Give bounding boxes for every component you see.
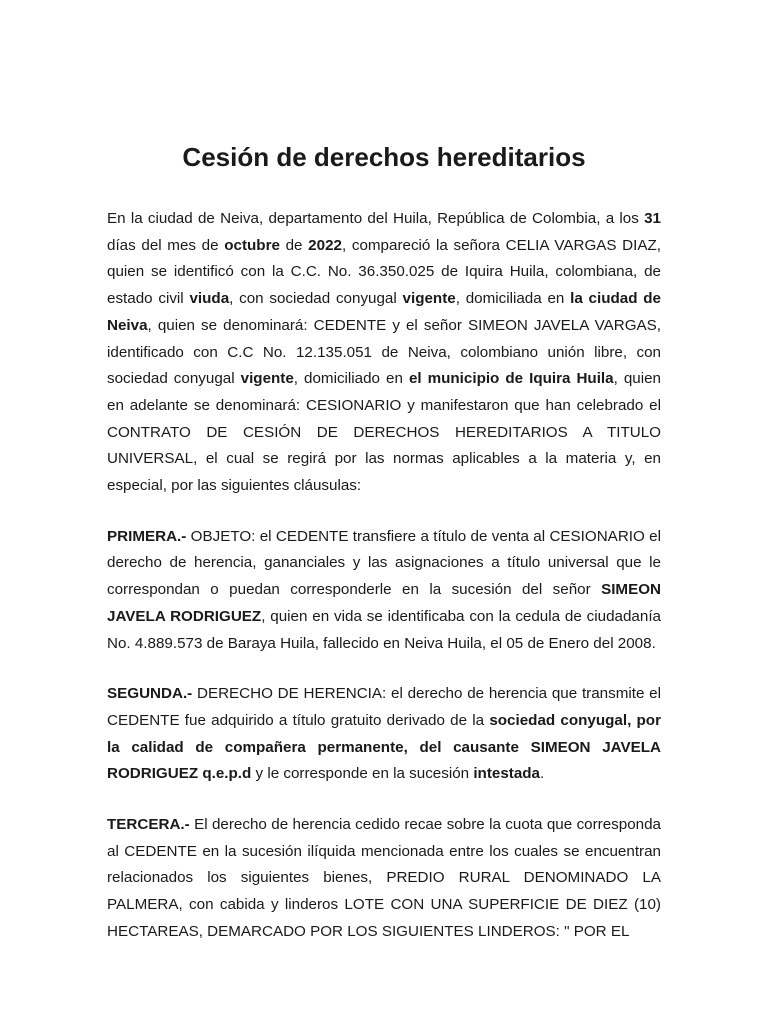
bold-text-run: el municipio de Iquira Huila	[408, 370, 614, 388]
bold-text-run: SIMEON JAVELA RODRIGUEZ	[107, 581, 661, 625]
bold-text-run: vigente	[402, 290, 456, 308]
bold-text-run: viuda	[189, 290, 230, 308]
text-run: OBJETO: el CEDENTE transfiere a título de venta al CESIONARIO el derecho de herencia, gananciales y las asignaciones a título universal que le correspondan o puedan corresponderle en la sucesión del señor	[107, 527, 661, 599]
bold-text-run: 2022	[308, 236, 342, 254]
bold-text-run: 31	[644, 210, 661, 227]
text-run: días del mes de	[107, 236, 225, 254]
text-run: , compareció la señora CELIA VARGAS DIAZ, quien se identificó con la C.C. No. 36.350.025 de Iquira Huila, colombiana, de estado civil	[107, 236, 661, 308]
bold-text-run: intestada	[473, 765, 541, 783]
text-run: En la ciudad de Neiva, departamento del Huila, República de Colombia, a los	[107, 210, 645, 227]
text-run: .	[540, 765, 545, 783]
text-run: , con sociedad conyugal	[229, 290, 403, 308]
text-run: El derecho de herencia cedido recae sobre la cuota que corresponda al CEDENTE en la sucesión ilíquida mencionada entre los cuales se encuentran relacionados los siguientes bienes, PREDIO RURAL DENOMINADO LA PALMERA, con cabida y linderos LOTE CON UNA SUPERFICIE DE DIEZ (10) HECTAREAS, DEMARCADO POR LOS SIGUIENTES LINDEROS: " POR EL	[107, 816, 661, 940]
text-run: , quien se denominará: CEDENTE y el señor SIMEON JAVELA VARGAS, identificado con C.C No. 12.135.051 de Neiva, colombiano unión libre, con sociedad conyugal	[107, 316, 661, 388]
bold-text-run: SEGUNDA.-	[107, 685, 193, 703]
text-run: , domiciliado en	[293, 370, 409, 388]
document-title: Cesión de derechos hereditarios	[182, 142, 586, 172]
text-run: de	[279, 236, 309, 254]
bold-text-run: octubre	[224, 236, 280, 254]
paragraph-intro	[107, 206, 661, 500]
text-run: , quien en vida se identificaba con la cedula de ciudadanía No. 4.889.573 de Baraya Huila, fallecido en Neiva Huila, el 05 de Enero del 2008.	[107, 607, 661, 652]
document-body	[107, 206, 661, 970]
text-run: , domiciliada en	[455, 290, 571, 308]
bold-text-run: sociedad conyugal, por la calidad de compañera permanente, del causante SIMEON JAVELA RODRIGUEZ q.e.p.d	[107, 711, 661, 783]
bold-text-run: PRIMERA.-	[107, 527, 187, 545]
bold-text-run: TERCERA.-	[107, 816, 190, 834]
clause-segunda	[107, 681, 661, 788]
text-run: y le corresponde en la sucesión	[251, 765, 474, 783]
bold-text-run: vigente	[240, 370, 294, 388]
text-run: , quien en adelante se denominará: CESIONARIO y manifestaron que han celebrado el CONTRATO DE CESIÓN DE DERECHOS HEREDITARIOS A TITULO UNIVERSAL, el cual se regirá por las normas aplicables a la materia y, en especial, por las siguientes cláusulas:	[107, 370, 661, 495]
text-run: DERECHO DE HERENCIA: el derecho de herencia que transmite el CEDENTE fue adquirido a título gratuito derivado de la	[107, 685, 661, 729]
clause-primera	[107, 524, 661, 658]
bold-text-run: la ciudad de Neiva	[107, 290, 661, 334]
clause-tercera	[107, 812, 661, 946]
